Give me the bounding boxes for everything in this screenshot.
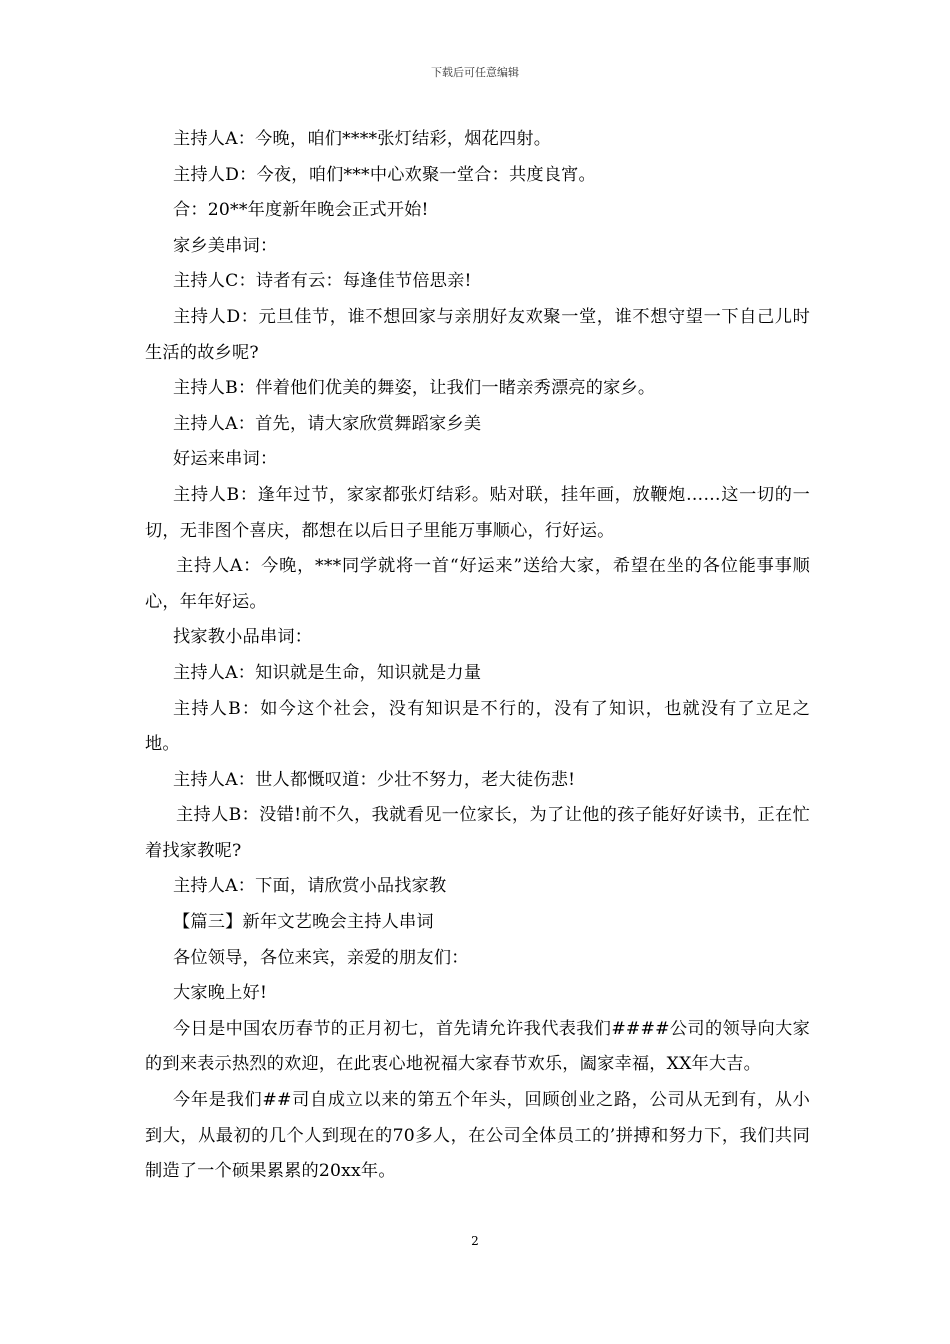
page-number: 2	[471, 1234, 479, 1248]
paragraph: 主持人D：元旦佳节，谁不想回家与亲朋好友欢聚一堂，谁不想守望一下自己儿时生活的故乡呢?	[145, 306, 810, 363]
section-heading: 好运来串词：	[173, 449, 278, 470]
section-heading: 找家教小品串词：	[173, 627, 313, 648]
section-heading: 家乡美串词：	[173, 235, 278, 256]
paragraph: 主持人B：没错!前不久，我就看见一位家长，为了让他的孩子能好好读书，正在忙着找家教呢?	[145, 805, 810, 861]
page-header: 下载后可任意编辑	[431, 66, 519, 79]
paragraph: 主持人B：逢年过节，家家都张灯结彩。贴对联，挂年画，放鞭炮……这一切的一切，无非图个喜庆，都想在以后日子里能万事顺心，行好运。	[145, 484, 810, 541]
paragraph: 主持人A：今晚，咱们****张灯结彩，烟花四射。	[173, 129, 552, 149]
paragraph: 合：20**年度新年晚会正式开始!	[173, 200, 429, 221]
document-body	[145, 122, 810, 1190]
paragraph: 主持人A：下面，请欣赏小品找家教	[173, 876, 447, 897]
section-heading: 【篇三】新年文艺晚会主持人串词	[173, 912, 434, 933]
paragraph: 主持人A：今晚，***同学就将一首“好运来”送给大家，希望在坐的各位能事事顺心，年年好运。	[145, 556, 810, 612]
paragraph: 今日是中国农历春节的正月初七，首先请允许我代表我们####公司的领导向大家的到来表示热烈的欢迎，在此衷心地祝福大家春节欢乐，阖家幸福，XX年大吉。	[145, 1018, 810, 1075]
paragraph: 主持人B：伴着他们优美的舞姿，让我们一睹亲秀漂亮的家乡。	[173, 378, 656, 399]
paragraph: 主持人B：如今这个社会，没有知识是不行的，没有了知识，也就没有了立足之地。	[145, 698, 810, 755]
paragraph: 今年是我们##司自成立以来的第五个年头，回顾创业之路，公司从无到有，从小到大，从最初的几个人到现在的70多人，在公司全体员工的’拼搏和努力下，我们共同制造了一个硕果累累的20xx年。	[145, 1090, 810, 1182]
paragraph: 主持人A：世人都慨叹道：少壮不努力，老大徒伤悲!	[173, 769, 576, 790]
paragraph: 大家晚上好!	[173, 983, 268, 1004]
paragraph: 主持人D：今夜，咱们***中心欢聚一堂合：共度良宵。	[173, 164, 596, 185]
paragraph: 各位领导，各位来宾，亲爱的朋友们：	[173, 947, 469, 968]
paragraph: 主持人C：诗者有云：每逢佳节倍思亲!	[173, 271, 472, 292]
paragraph: 主持人A：知识就是生命，知识就是力量	[173, 662, 482, 683]
paragraph: 主持人A：首先，请大家欣赏舞蹈家乡美	[173, 413, 482, 434]
